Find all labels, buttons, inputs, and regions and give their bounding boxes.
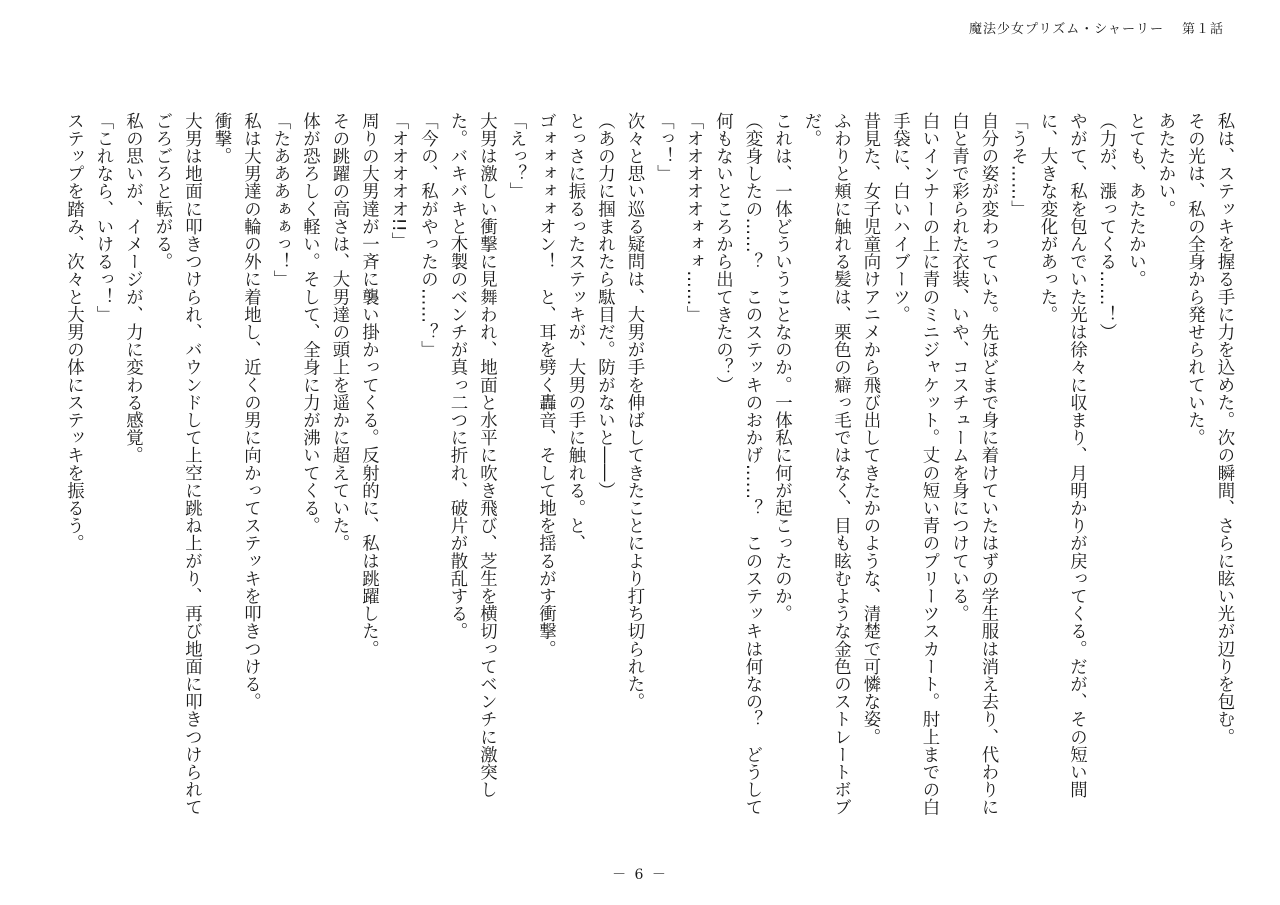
paragraph: 私の思いが、イメージが、力に変わる感覚。: [122, 112, 143, 464]
paragraph: 白いインナーの上に青のミニジャケット。丈の短い青のプリーツスカート。肘上までの白手袋に、白いハイブーツ。: [889, 112, 939, 816]
paragraph: 大男は激しい衝撃に見舞われ、地面と水平に吹き飛び、芝生を横切ってベンチに激突した。バキバキと木製のベンチが真っ二つに折れ、破片が散乱する。: [447, 112, 497, 799]
paragraph: ふわりと頬に触れる髪は、栗色の癖っ毛ではなく、目も眩むような金色のストレートボブだ。: [801, 112, 851, 816]
episode-label: 第１話: [1181, 22, 1224, 37]
paragraph: やがて、私を包んでいた光は徐々に収まり、月明かりが戻ってくる。だが、その短い間に、大きな変化があった。: [1037, 112, 1087, 799]
paragraph: 昔見た、女子児童向けアニメから飛び出してきたかのような、清楚で可憐な姿。: [860, 112, 880, 746]
paragraph: （あの力に掴まれたら駄目だ。防がないと――）: [594, 112, 615, 500]
paragraph: これは、一体どういうことなのか。一体私に何が起こったのか。: [771, 112, 792, 623]
paragraph: 衝撃。: [211, 112, 231, 165]
paragraph: あたたかい。: [1155, 112, 1175, 218]
paragraph: 次々と思い巡る疑問は、大男が手を伸ばしてきたことにより打ち切られた。: [624, 112, 644, 711]
paragraph: 自分の姿が変わっていた。先ほどまで身に着けていたはずの学生服は消え去り、代わりに白と青で彩られた衣装、いや、コスチュームを身につけている。: [948, 112, 998, 816]
paragraph: （変身したの……？ このステッキのおかげ……？ このステッキは何なの？ どうして何もないところから出てきたの？）: [712, 112, 762, 816]
paragraph: （力が、漲ってくる……！）: [1096, 112, 1116, 341]
paragraph: とても、あたたかい。: [1125, 112, 1146, 288]
paragraph: 「今の、私がやったの……？」: [417, 112, 438, 359]
paragraph: 周りの大男達が一斉に襲い掛かってくる。反射的に、私は跳躍した。: [358, 112, 379, 658]
paragraph: 「たあああぁぁっ！」: [270, 112, 290, 288]
paragraph: とっさに振るったステッキが、大男の手に触れる。と、: [565, 112, 585, 552]
paragraph: 「っ！」: [653, 112, 674, 183]
paragraph: 大男は地面に叩きつけられ、バウンドして上空に跳ね上がり、再び地面に叩きつけられてごろごろと転がる。: [152, 112, 202, 816]
page-header: [969, 18, 1224, 37]
paragraph: 「これなら、いけるっ！」: [93, 112, 113, 324]
paragraph: ステップを踏み、次々と大男の体にステッキを振るう。: [63, 112, 84, 552]
paragraph: 「オオオオオォォォ……」: [683, 112, 703, 324]
paragraph: 「えっ？」: [506, 112, 526, 200]
paragraph: ゴォォォォォオン！ と、耳を劈く轟音、そして地を揺るがす衝撃。: [535, 112, 556, 658]
paragraph: 「うそ……」: [1007, 112, 1028, 218]
paragraph: その跳躍の高さは、大男達の頭上を遥かに超えていた。: [329, 112, 349, 552]
book-title: 魔法少女プリズム・シャーリー: [969, 22, 1164, 37]
page-number: － 6 －: [612, 867, 668, 883]
paragraph: 私は、ステッキを握る手に力を込めた。次の瞬間、さらに眩い光が辺りを包む。: [1214, 112, 1234, 746]
paragraph: 「オオオオオ!!」: [388, 112, 408, 250]
vertical-body-text: [28, 112, 1238, 832]
paragraph: 体が恐ろしく軽い。そして、全身に力が沸いてくる。: [299, 112, 320, 535]
paragraph: 私は大男達の輪の外に着地し、近くの男に向かってステッキを叩きつける。: [240, 112, 261, 711]
paragraph: その光は、私の全身から発せられていた。: [1184, 112, 1205, 447]
